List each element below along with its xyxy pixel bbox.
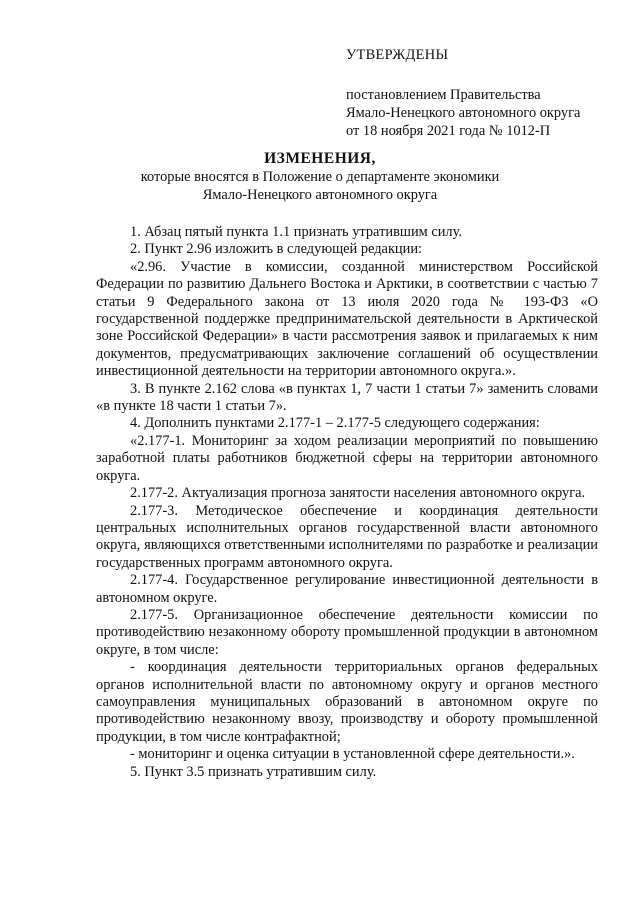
paragraph-5: 5. Пункт 3.5 признать утратившим силу. (130, 763, 377, 780)
paragraph-2-177-5: 2.177-5. Организационное обеспечение деятельности комиссии по противодействию незаконному обороту промышленной продукции в автономном округе, в том числе: (96, 606, 598, 658)
paragraph-2-177-2: 2.177-2. Актуализация прогноза занятости населения автономного округа. (130, 485, 586, 502)
document-title: ИЗМЕНЕНИЯ, (264, 150, 376, 167)
approval-line-2: Ямало-Ненецкого автономного округа (346, 105, 581, 121)
paragraph-2-96: «2.96. Участие в комиссии, созданной министерством Российской Федерации по развитию Дальнего Востока и Арктики, в соответствии с частью 7 статьи 9 Федерального закона от 13 июля 2020 года № 193-ФЗ «О государственной поддержке предпринимательской деятельности в Арктической зоне Российской Федерации» в части рассмотрения заявок и прилагаемых к ним документов, предусматривающих заключение соглашений об осуществлении инвестиционной деятельности на территории автономного округа.». (96, 258, 598, 380)
paragraph-2: 2. Пункт 2.96 изложить в следующей редакции: (130, 241, 423, 258)
approval-line-3: от 18 ноября 2021 года № 1012-П (346, 123, 551, 139)
paragraph-2-177-1: «2.177-1. Мониторинг за ходом реализации мероприятий по повышению заработной платы работников бюджетной сферы на территории автономного округа. (96, 432, 598, 484)
paragraph-3: 3. В пункте 2.162 слова «в пунктах 1, 7 части 1 статьи 7» заменить словами «в пункте 18 части 1 статьи 7». (96, 380, 598, 415)
paragraph-2-177-4: 2.177-4. Государственное регулирование инвестиционной деятельности в автономном округе. (96, 572, 598, 606)
approval-block (346, 46, 580, 140)
paragraph-4: 4. Дополнить пунктами 2.177-1 – 2.177-5 следующего содержания: (130, 415, 540, 432)
bullet-monitoring: - мониторинг и оценка ситуации в установленной сфере деятельности.». (130, 746, 575, 763)
bullet-coordination: - координация деятельности территориальных органов федеральных органов исполнительной власти по автономному округу и органов местного самоуправления муниципальных образований в автономном округе по противодействию незаконному ввозу, производству и обороту промышленной продукции, в том числе контрафактной; (96, 659, 598, 745)
subtitle-line-1: которые вносятся в Положение о департаменте экономики (140, 169, 500, 185)
paragraph-2-177-3: 2.177-3. Методическое обеспечение и координация деятельности центральных исполнительных органов государственной власти автономного округа, являющихся ответственными исполнителями по разработке и реализации государственных программ автономного округа. (96, 502, 598, 571)
document-subtitle (0, 168, 640, 204)
approval-line-1: постановлением Правительства (346, 87, 541, 103)
document-body (96, 224, 598, 781)
paragraph-1: 1. Абзац пятый пункта 1.1 признать утратившим силу. (130, 224, 462, 240)
subtitle-line-2: Ямало-Ненецкого автономного округа (202, 187, 438, 203)
approval-heading: УТВЕРЖДЕНЫ (346, 47, 449, 63)
